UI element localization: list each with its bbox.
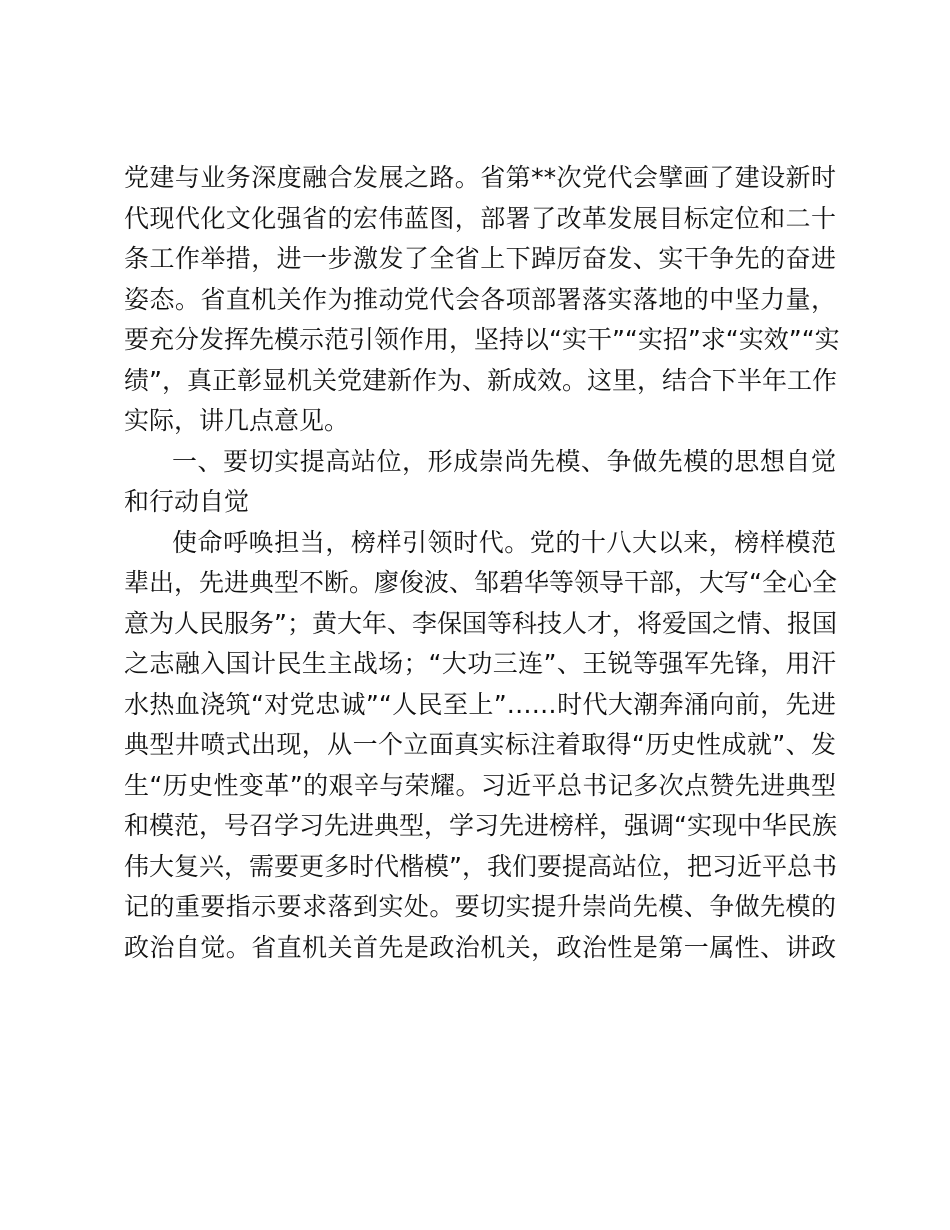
text-line: 实际，讲几点意见。	[124, 406, 350, 435]
section-heading-line: 一、要切实提高站位，形成崇尚先模、争做先模的思想自觉	[172, 446, 836, 476]
text-line: 伟大复兴，需要更多时代楷模”，我们要提高站位，把习近平总书	[124, 851, 837, 881]
text-line: 姿态。省直机关作为推动党代会各项部署落实落地的中坚力量，	[124, 284, 836, 314]
text-line: 条工作举措，进一步激发了全省上下踔厉奋发、实干争先的奋进	[124, 244, 836, 273]
text-line: 党建与业务深度融合发展之路。省第**次党代会擘画了建设新时	[124, 163, 836, 192]
text-line: 生“历史性变革”的艰辛与荣耀。习近平总书记多次点赞先进典型	[124, 770, 836, 800]
text-line: 水热血浇筑“对党忠诚”“人民至上”……时代大潮奔涌向前，先进	[124, 689, 836, 719]
text-line: 典型井喷式出现，从一个立面真实标注着取得“历史性成就”、发	[124, 730, 836, 759]
text-line: 绩”，真正彰显机关党建新作为、新成效。这里，结合下半年工作	[124, 365, 837, 395]
text-line: 要充分发挥先模示范引领作用，坚持以“实干”“实招”求“实效”“实	[124, 325, 840, 354]
text-line: 辈出，先进典型不断。廖俊波、邹碧华等领导干部，大写“全心全	[124, 568, 837, 597]
document-body	[124, 158, 840, 968]
text-line: 和模范，号召学习先进典型，学习先进榜样，强调“实现中华民族	[124, 811, 837, 840]
text-line: 使命呼唤担当，榜样引领时代。党的十八大以来，榜样模范	[172, 527, 836, 557]
text-line: 代现代化文化强省的宏伟蓝图，部署了改革发展目标定位和二十	[124, 203, 836, 233]
text-line: 政治自觉。省直机关首先是政治机关，政治性是第一属性、讲政	[124, 932, 836, 962]
section-heading-line: 和行动自觉	[124, 487, 250, 516]
text-line: 记的重要指示要求落到实处。要切实提升崇尚先模、争做先模的	[124, 892, 836, 921]
text-line: 之志融入国计民生主战场；“大功三连”、王锐等强军先锋，用汗	[124, 649, 836, 678]
text-line: 意为人民服务”；黄大年、李保国等科技人才，将爱国之情、报国	[124, 608, 837, 638]
